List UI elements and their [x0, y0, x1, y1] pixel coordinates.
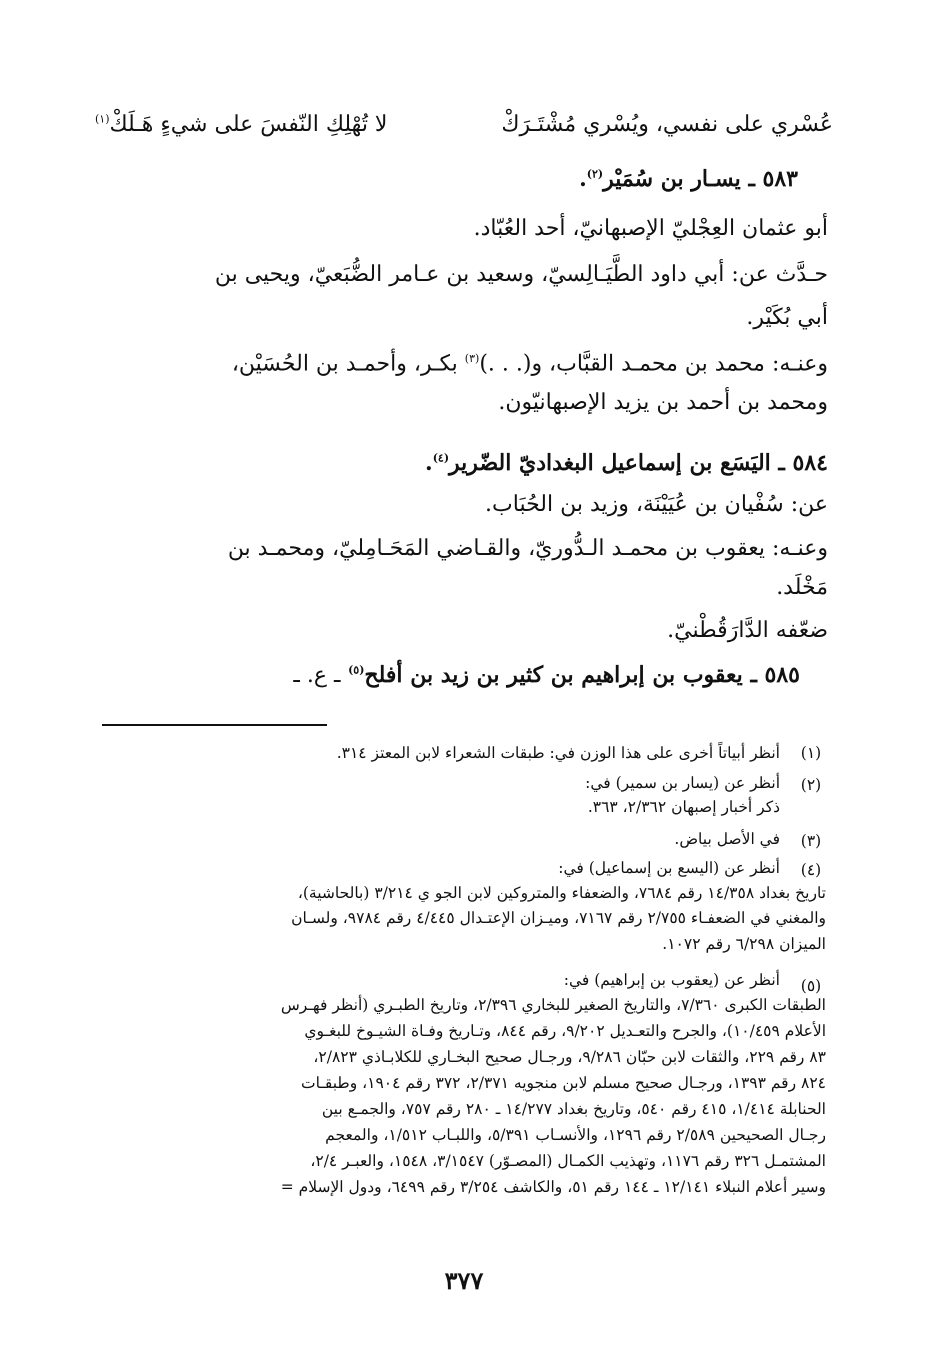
footnote-1-line-1: أنظر أبياتاً أخرى على هذا الوزن في: طبقات الشعراء لابن المعتز ٣١٤. [336, 744, 780, 762]
footnote-2-line-2: ذكر أخبار إصبهان ٢/٣٦٢، ٣٦٣. [587, 798, 780, 816]
footnote-number: (١) [800, 744, 822, 762]
footnote-5-line-3: الأعلام ١٠/٤٥٩)، والجرح والتعـديل ٩/٢٠٢، رقم ٨٤٤، وتـاريخ وفـاة الشيـوخ للبغـوي [304, 1022, 826, 1040]
entry-heading-583: ٥٨٣ ـ يسـار بن سُمَيْر$^{(٢)}$. [579, 166, 798, 192]
footnote-number: (٢) [800, 776, 822, 794]
footnote-ref[interactable]: (٣) [464, 352, 480, 365]
entry-583-line-4: وعنـه: محمد بن محمـد القبَّاب، و(. . .)$^{(٣)}$ بكـر، وأحمـد بن الحُسَيْن، [231, 351, 828, 377]
footnote-5-line-7: رجـال الصحيحين ٢/٥٨٩ رقم ١٢٩٦، والأنسـاب ٥/٣٩١، واللبـاب ١/٥١٢، والمعجم [325, 1126, 826, 1144]
verse-hemistich-right: عُسْري على نفسي، ويُسْري مُشْتَـرَكْ [501, 112, 833, 137]
footnote-2-line-1: أنظر عن (يسار بن سمير) في: [585, 774, 780, 792]
footnote-separator [102, 724, 327, 726]
entry-584-line-1: عن: سُفْيان بن عُيَيْنَة، وزيد بن الحُبَاب. [485, 492, 828, 517]
entry-583-line-3: أبي بُكَيْر. [746, 305, 828, 330]
footnote-5-line-5: ٨٢٤ رقم ١٣٩٣، ورجـال صحيح مسلم لابن منجويه ٢/٣٧١، ٣٧٢ رقم ١٩٠٤، وطبقـات [301, 1074, 826, 1092]
footnote-5-line-1: أنظر عن (يعقوب بن إبراهيم) في: [563, 971, 780, 989]
page-number: ٣٧٧ [444, 1266, 484, 1295]
entry-584-line-3: مَخْلَد. [776, 575, 828, 600]
footnote-number: (٣) [800, 832, 822, 850]
verse-hemistich-left: لا تُهْلِكِ النّفسَ على شيءٍ هَـلَكْ$^{(١)}$ [95, 112, 388, 137]
entry-584-line-2: وعنـه: يعقوب بن محمـد الـدُّوريّ، والقـاضي المَحَـامِليّ، ومحمـد بن [227, 536, 828, 561]
footnote-5-line-4: ٨٣ رقم ٢٢٩، والثقات لابن حبّان ٩/٢٨٦، ورجـال صحيح البخـاري للكلابـاذي ٢/٨٢٣، [313, 1048, 826, 1066]
footnote-ref[interactable]: (١) [95, 112, 110, 126]
footnote-4-line-2: تاريخ بغداد ١٤/٣٥٨ رقم ٧٦٨٤، والضعفاء والمتروكين لابن الجو ي ٣/٢١٤ (بالحاشية)، [297, 884, 826, 902]
footnote-4-line-4: الميزان ٦/٢٩٨ رقم ١٠٧٢. [662, 935, 826, 953]
footnote-ref[interactable]: (٥) [348, 663, 365, 677]
footnote-5-line-8: المشتمـل ٣٢٦ رقم ١١٧٦، وتهذيب الكمـال (المصـوّر) ٣/١٥٤٧، ١٥٤٨، والعبـر ٢/٤، [310, 1152, 826, 1170]
footnote-ref[interactable]: (٢) [586, 167, 604, 181]
entry-583-line-2: حـدَّث عن: أبي داود الطَّيَـالِسيّ، وسعيد بن عـامر الضُّبَعيّ، ويحيى بن [214, 262, 828, 287]
footnote-ref[interactable]: (٤) [432, 451, 450, 465]
entry-584-line-4: ضعّفه الدَّارَقُطْنيّ. [667, 618, 828, 643]
footnote-5-line-6: الحنابلة ١/٤١٤، ٤١٥ رقم ٥٤٠، وتاريخ بغداد ١٤/٢٧٧ ـ ٢٨٠ رقم ٧٥٧، والجمـع بين [321, 1100, 826, 1118]
footnote-5-line-9: وسير أعلام النبلاء ١٢/١٤١ ـ ١٤٤ رقم ٥١، والكاشف ٣/٢٥٤ رقم ٦٤٩٩، ودول الإسلام = [280, 1178, 826, 1196]
footnote-5-line-2: الطبقات الكبرى ٧/٣٦٠، والتاريخ الصغير للبخاري ٢/٣٩٦، وتاريخ الطبـري (أنظر فهـرس [280, 996, 826, 1014]
entry-583-line-5: ومحمد بن أحمد بن يزيد الإصبهانيّون. [498, 390, 828, 415]
footnote-3-line-1: في الأصل بياض. [674, 830, 780, 848]
footnote-4-line-3: والمغني في الضعفـاء ٢/٧٥٥ رقم ٧١٦٧، وميـزان الإعتـدال ٤/٤٤٥ رقم ٩٧٨٤، ولسـان [291, 909, 826, 927]
footnote-number: (٤) [800, 861, 822, 879]
verse-line [95, 112, 833, 137]
entry-heading-585: ٥٨٥ ـ يعقوب بن إبراهيم بن كثير بن زيد بن أفلح$^{(٥)}$ ـ ع. ـ [293, 662, 800, 688]
footnote-4-line-1: أنظر عن (اليسع بن إسماعيل) في: [558, 859, 780, 877]
footnote-number: (٥) [800, 977, 822, 995]
entry-583-line-1: أبو عثمان العِجْليّ الإصبهانيّ، أحد العُبّاد. [473, 216, 828, 241]
entry-heading-584: ٥٨٤ ـ اليَسَع بن إسماعيل البغداديّ الضّرير$^{(٤)}$. [425, 450, 828, 476]
